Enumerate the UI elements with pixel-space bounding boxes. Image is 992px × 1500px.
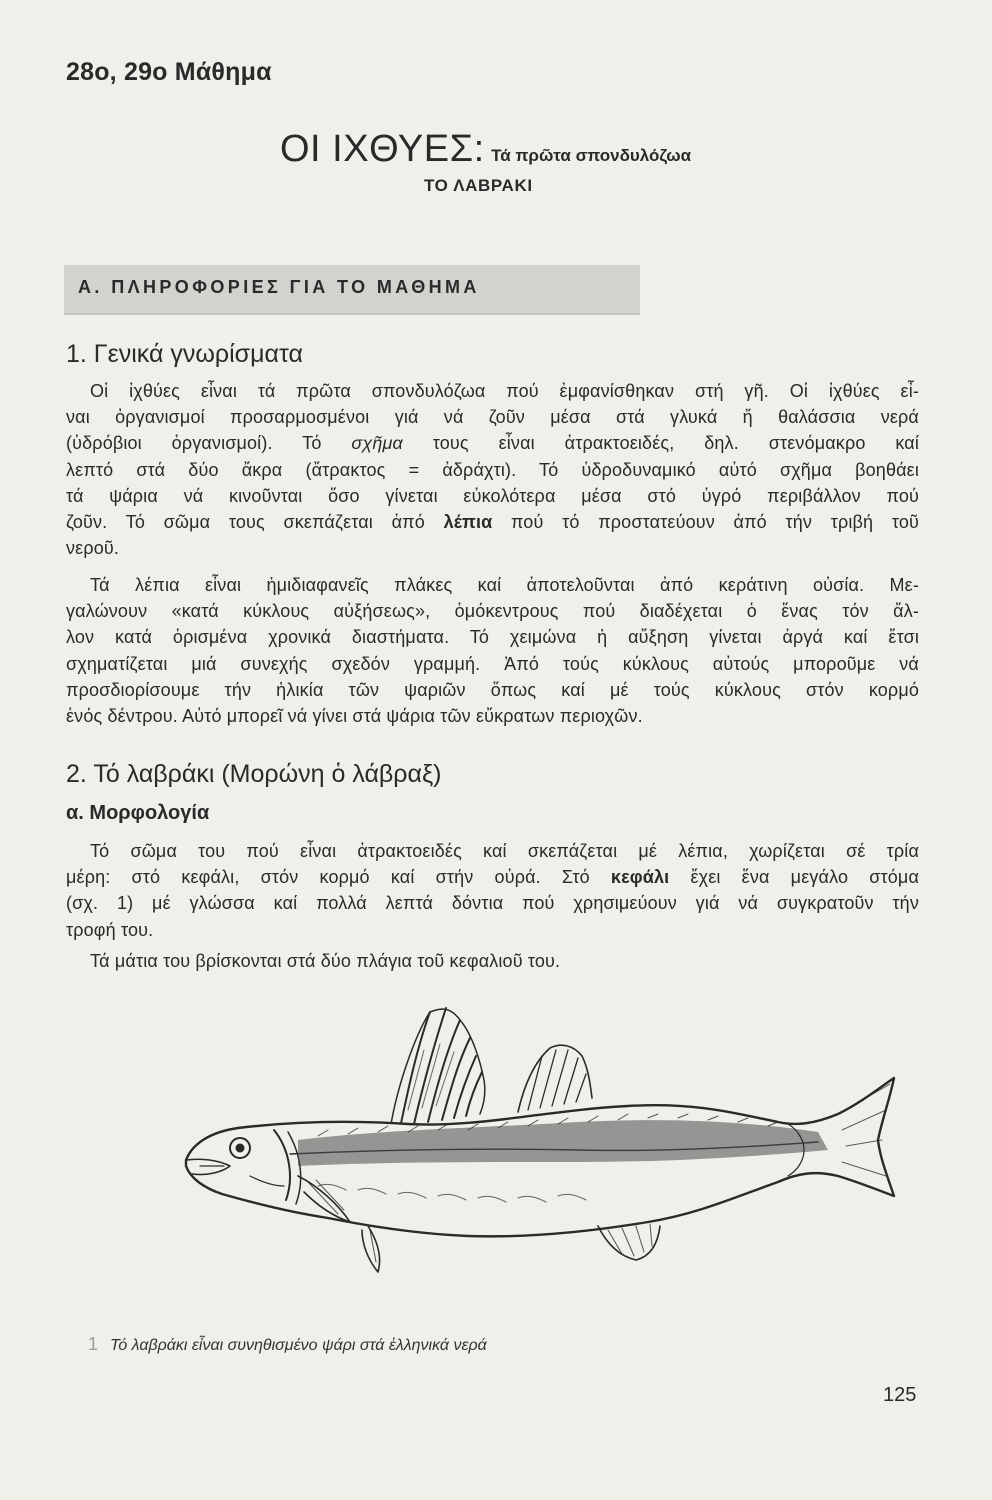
text-line: γαλώνουν «κατά κύκλους αὐξήσεως», ὁμόκεντρους πού διαδέχεται ὁ ἕνας τόν ἄλ-: [66, 601, 919, 622]
text-line: μέρη: στό κεφάλι, στόν κορμό καί στήν οὐρά. Στό κεφάλι ἔχει ἕνα μεγάλο στόμα: [66, 867, 919, 888]
text-line: λεπτό στά δύο ἄκρα (ἄτρακτος = ἀδράχτι). Τό ὑδροδυναμικό αὐτό σχῆμα βοηθάει: [66, 459, 919, 480]
section-2-paragraph-2: [66, 948, 919, 974]
section-1-paragraph-1: [66, 378, 919, 561]
chapter-title: [280, 128, 691, 171]
chapter-subtitle: Τά πρῶτα σπονδυλόζωα: [491, 146, 692, 165]
chapter-topic: ΤΟ ΛΑΒΡΑΚΙ: [424, 176, 533, 195]
subsection-morphology-heading: α. Μορφολογία: [66, 802, 210, 824]
text-line: ναι ὀργανισμοί προσαρμοσμένοι γιά νά ζοῦν μέσα στά γλυκά ἤ θαλάσσια νερά: [66, 407, 919, 428]
text-line: τά ψάρια νά κινοῦνται ὅσο γίνεται εὐκολότερα μέσα στό ὑγρό περιβάλλον πού: [66, 485, 919, 506]
page-number: 125: [883, 1384, 917, 1406]
text-line: ἑνός δέντρου. Αὐτό μπορεῖ νά γίνει στά ψάρια τῶν εὔκρατων περιοχῶν.: [66, 705, 643, 726]
text-line: τροφή του.: [66, 919, 154, 940]
text-line: Τό σῶμα του πού εἶναι ἀτρακτοειδές καί σκεπάζεται μέ λέπια, χωρίζεται σέ τρία: [90, 841, 919, 861]
section-a-title: Α. ΠΛΗΡΟΦΟΡΙΕΣ ΓΙΑ ΤΟ ΜΑΘΗΜΑ: [78, 277, 480, 297]
sea-bass-illustration: [178, 990, 898, 1310]
section-1-heading: 1. Γενικά γνωρίσματα: [66, 340, 303, 368]
section-a-banner: [64, 265, 640, 313]
emphasis-scales: λέπια: [443, 511, 493, 532]
text-line: Οἱ ἰχθύες εἶναι τά πρῶτα σπονδυλόζωα πού ἐμφανίσθηκαν στή γῆ. Οἱ ἰχθύες εἶ-: [90, 381, 919, 401]
text-line: (σχ. 1) μέ γλώσσα καί πολλά λεπτά δόντια πού χρησιμεύουν γιά νά συγκρατοῦν τήν: [66, 893, 919, 914]
text-line: σχηματίζεται μιά συνεχής σχεδόν γραμμή. Ἀπό τούς κύκλους αὐτούς μποροῦμε νά: [66, 653, 919, 674]
figure-number: 1: [88, 1334, 99, 1354]
emphasis-shape: σχῆμα: [351, 433, 403, 454]
text-line: προσδιορίσουμε τήν ἡλικία τῶν ψαριῶν ὅπως καί μέ τούς κύκλους στόν κορμό: [66, 679, 919, 700]
text-line: ζοῦν. Τό σῶμα τους σκεπάζεται ἀπό λέπια πού τό προστατεύουν ἀπό τήν τριβή τοῦ: [66, 511, 919, 532]
chapter-title-main: ΟΙ ΙΧΘΥΕΣ:: [280, 128, 485, 170]
text-line: Τά μάτια του βρίσκονται στά δύο πλάγια τοῦ κεφαλιοῦ του.: [90, 951, 561, 971]
text-line: νεροῦ.: [66, 538, 120, 559]
lesson-number: 28ο, 29ο Μάθημα: [66, 58, 272, 86]
text-line: Τά λέπια εἶναι ἡμιδιαφανεῖς πλάκες καί ἀποτελοῦνται ἀπό κεράτινη οὐσία. Με-: [90, 575, 919, 595]
text-line: λον κατά ὁρισμένα χρονικά διαστήματα. Τό χειμώνα ἡ αὔξηση γίνεται ἀργά καί ἔτσι: [66, 627, 919, 648]
section-1-paragraph-2: [66, 572, 919, 729]
figure-caption-text: Τό λαβράκι εἶναι συνηθισμένο ψάρι στά ἑλληνικά νερά: [110, 1337, 487, 1354]
section-2-paragraph-1: [66, 838, 919, 943]
emphasis-head: κεφάλι: [610, 867, 670, 888]
figure-caption: [88, 1334, 487, 1355]
text-line: (ὑδρόβιοι ὀργανισμοί). Τό σχῆμα τους εἶναι ἀτρακτοειδές, δηλ. στενόμακρο καί: [66, 433, 919, 454]
section-2-heading: 2. Τό λαβράκι (Μορώνη ὁ λάβραξ): [66, 760, 442, 788]
